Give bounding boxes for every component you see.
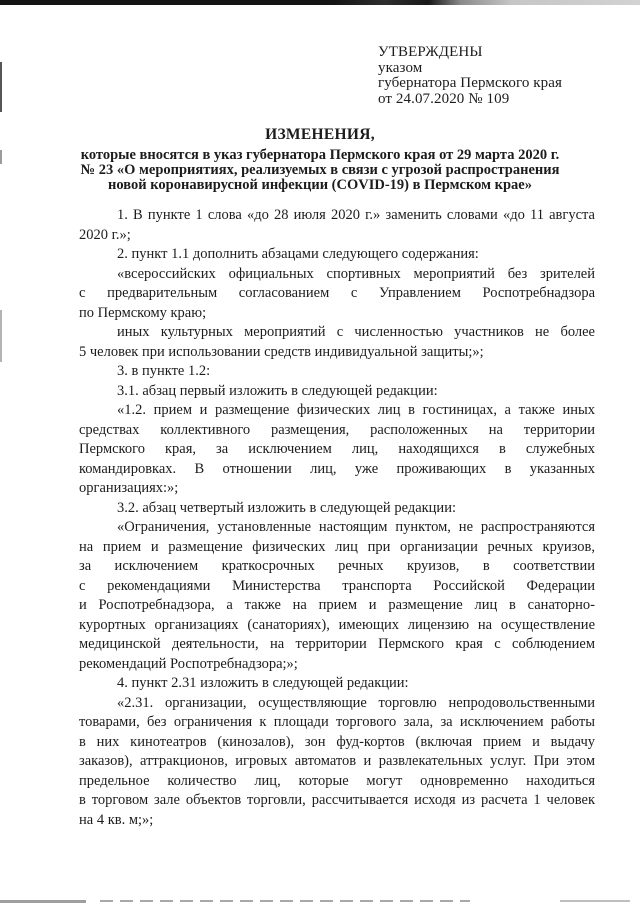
- text-line: командировках. В отношении лиц, уже проживающих в указанных: [79, 460, 595, 477]
- text-line: рекомендаций Роспотребнадзора;»;: [79, 655, 298, 672]
- paragraph: [79, 362, 595, 382]
- text-line: иных культурных мероприятий с численностью участников не более: [117, 324, 595, 340]
- text-line: новой коронавирусной инфекции (COVID-19) в Пермском крае»: [108, 177, 532, 193]
- scan-artifact-left-edge: [0, 310, 2, 362]
- text-line: по Пермскому краю;: [79, 304, 207, 321]
- paragraph: [79, 382, 595, 402]
- text-line: курортных организациях (санаториях), имеющих лицензию на осуществление: [79, 616, 595, 633]
- text-line: 3.2. абзац четвертый изложить в следующей редакции:: [117, 499, 456, 516]
- document-body: [79, 206, 595, 830]
- text-line: заказов), аттракционов, игровых автоматов и развлекательных услуг. При этом: [79, 753, 595, 769]
- text-line: с предварительным согласованием с Управлением Роспотребнадзора: [79, 285, 595, 301]
- text-line: средствах коллективного размещения, расположенных на территории: [79, 421, 595, 438]
- text-line: в торговом зале объектов торговли, рассчитывается исходя из расчета 1 человек: [79, 792, 595, 808]
- text-line: на прием и размещение физических лиц при организации речных круизов,: [79, 538, 595, 555]
- text-line: губернатора Пермского края: [378, 75, 563, 91]
- text-line: 3. в пункте 1.2:: [117, 363, 211, 379]
- text-line: 2. пункт 1.1 дополнить абзацами следующего содержания:: [117, 246, 479, 262]
- text-line: предельное количество лиц, которые могут одновременно находиться: [79, 772, 595, 789]
- text-line: за исключением краткосрочных речных круизов, в соответствии: [79, 558, 595, 574]
- text-line: «2.31. организации, осуществляющие торговлю непродовольственными: [117, 694, 595, 711]
- scan-artifact-bottom-line: [0, 900, 640, 903]
- paragraph: [79, 694, 595, 831]
- paragraph: [79, 245, 595, 265]
- text-line: ИЗМЕНЕНИЯ,: [265, 126, 375, 143]
- text-line: «Ограничения, установленные настоящим пунктом, не распространяются: [117, 519, 595, 535]
- text-line: «всероссийских официальных спортивных мероприятий без зрителей: [117, 265, 595, 282]
- paragraph: [79, 674, 595, 694]
- text-line: от 24.07.2020 № 109: [378, 90, 510, 107]
- paragraph: [79, 323, 595, 362]
- text-line: Пермского края, за исключением лиц, находящихся в служебных: [79, 441, 595, 457]
- text-line: в них кинотеатров (кинозалов), зон фуд-кортов (включая прием и выдачу: [79, 733, 595, 750]
- paragraph: [79, 265, 595, 324]
- text-line: «1.2. прием и размещение физических лиц в гостиницах, а также иных: [117, 402, 595, 418]
- text-line: которые вносятся в указ губернатора Пермского края от 29 марта 2020 г.: [80, 147, 560, 163]
- text-line: товарами, без ограничения к площади торгового зала, за исключением работы: [79, 714, 595, 730]
- paragraph: [79, 401, 595, 499]
- text-line: на 4 кв. м;»;: [79, 811, 154, 828]
- text-line: 1. В пункте 1 слова «до 28 июля 2020 г.» заменить словами «до 11 августа: [117, 207, 595, 223]
- text-line: УТВЕРЖДЕНЫ: [378, 44, 483, 60]
- text-line: № 23 «О мероприятиях, реализуемых в связи с угрозой распространения: [80, 162, 560, 178]
- scan-artifact-left-edge: [0, 150, 2, 164]
- scan-artifact-left-edge: [0, 62, 2, 112]
- text-line: 3.1. абзац первый изложить в следующей редакции:: [117, 382, 438, 399]
- text-line: медицинской деятельности, на территории Пермского края с соблюдением: [79, 636, 595, 652]
- text-line: указом: [378, 59, 423, 76]
- text-line: и Роспотребнадзора, а также на прием и размещение лиц в санаторно-: [79, 597, 595, 613]
- paragraph: [79, 518, 595, 674]
- text-line: 5 человек при использовании средств индивидуальной защиты;»;: [79, 343, 484, 360]
- paragraph: [79, 206, 595, 245]
- text-line: организациях:»;: [79, 480, 179, 496]
- scan-artifact-top-bar: [0, 0, 640, 5]
- approval-block: [378, 45, 562, 107]
- text-line: 2020 г.»;: [79, 226, 131, 243]
- text-line: 4. пункт 2.31 изложить в следующей редакции:: [117, 675, 409, 691]
- document-title: [62, 127, 578, 193]
- text-line: с рекомендациями Министерства транспорта Российской Федерации: [79, 577, 595, 594]
- paragraph: [79, 499, 595, 519]
